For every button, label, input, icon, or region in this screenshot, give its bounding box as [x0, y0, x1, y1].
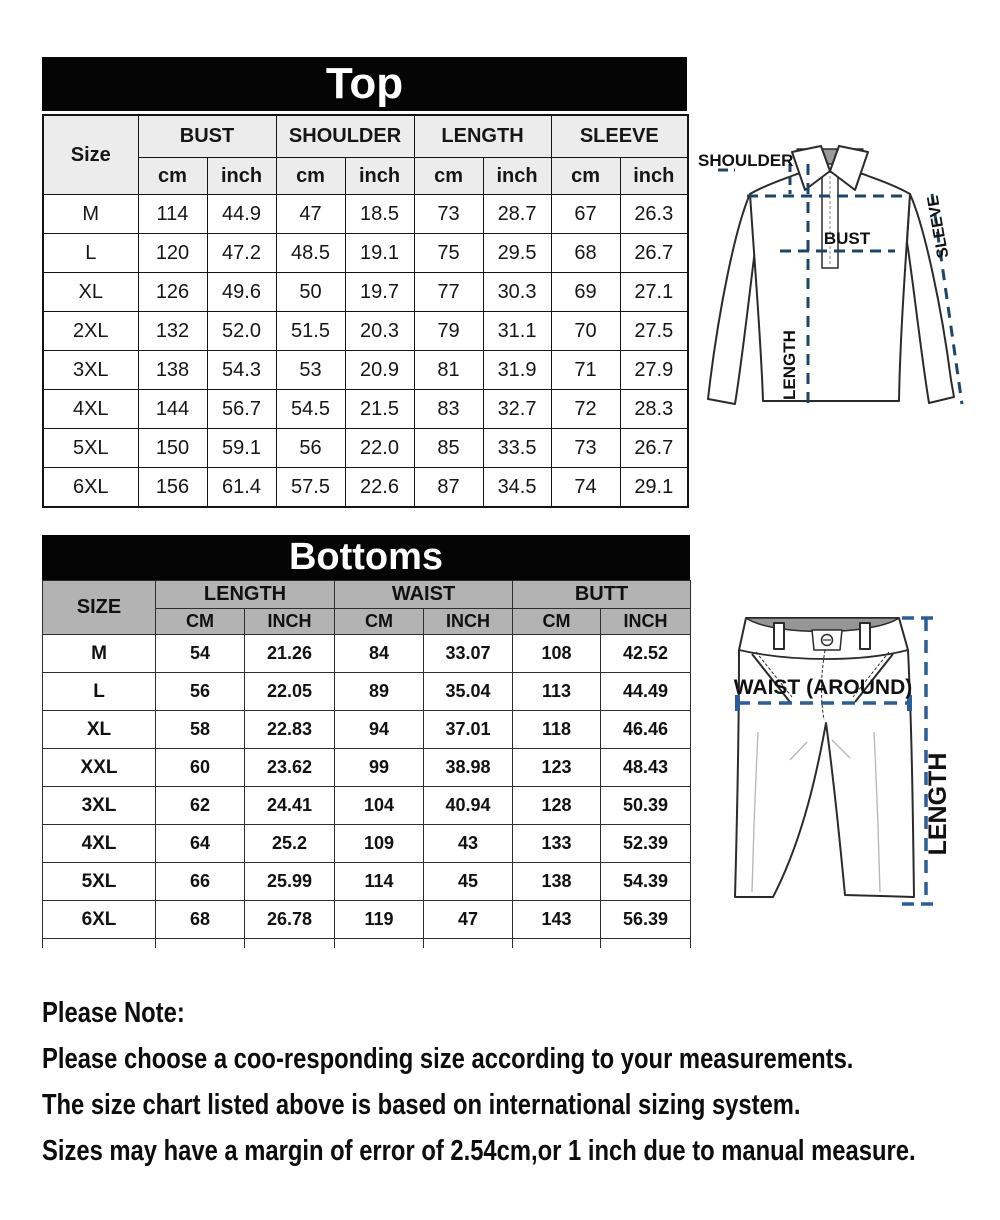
- measurement-cell: 31.1: [483, 312, 551, 351]
- measurement-cell: 120: [138, 234, 207, 273]
- top-group-bust: BUST: [138, 115, 276, 158]
- measurement-cell: 49.6: [207, 273, 276, 312]
- size-cell: 3XL: [43, 787, 156, 825]
- measurement-cell: 52.0: [207, 312, 276, 351]
- measurement-cell: 38.98: [424, 749, 513, 787]
- table-row: [43, 787, 691, 825]
- measurement-cell: 33.07: [424, 635, 513, 673]
- measurement-cell: 57.5: [276, 468, 345, 508]
- measurement-cell: 56: [156, 673, 245, 711]
- measurement-cell: 34.5: [483, 468, 551, 508]
- measurement-cell: 84: [335, 635, 424, 673]
- measurement-cell: 50: [276, 273, 345, 312]
- measurement-cell: 54.3: [207, 351, 276, 390]
- measurement-cell: 85: [414, 429, 483, 468]
- measurement-cell: 21.5: [345, 390, 414, 429]
- size-cell: M: [43, 635, 156, 673]
- table-row: [43, 273, 688, 312]
- measurement-cell: 75: [414, 234, 483, 273]
- measurement-cell: 94: [335, 711, 424, 749]
- measurement-cell: 46.46: [601, 711, 691, 749]
- measurement-cell: 74: [551, 468, 620, 508]
- unit-cm: cm: [276, 158, 345, 195]
- unit-inch: INCH: [601, 609, 691, 635]
- measurement-cell: 54: [156, 635, 245, 673]
- measurement-cell: 133: [513, 825, 601, 863]
- measurement-cell: 35.04: [424, 673, 513, 711]
- measurement-cell: 21.26: [245, 635, 335, 673]
- measurement-cell: 138: [513, 863, 601, 901]
- measurement-cell: 44.49: [601, 673, 691, 711]
- unit-cm: CM: [335, 609, 424, 635]
- top-size-chart: [42, 57, 687, 508]
- measurement-cell: 150: [138, 429, 207, 468]
- note-line-2: The size chart listed above is based on international sizing system.: [42, 1089, 801, 1121]
- measurement-cell: 30.3: [483, 273, 551, 312]
- unit-cm: CM: [156, 609, 245, 635]
- measurement-cell: 29.5: [483, 234, 551, 273]
- measurement-cell: 19.1: [345, 234, 414, 273]
- unit-inch: INCH: [424, 609, 513, 635]
- measurement-cell: 71: [551, 351, 620, 390]
- measurement-cell: 44.9: [207, 195, 276, 234]
- notes-heading: Please Note:: [42, 997, 185, 1029]
- measurement-cell: 37.01: [424, 711, 513, 749]
- bottoms-group-waist: WAIST: [335, 581, 513, 609]
- measurement-cell: 23.62: [245, 749, 335, 787]
- measurement-cell: 73: [414, 195, 483, 234]
- measurement-cell: 45: [424, 863, 513, 901]
- measurement-cell: 132: [138, 312, 207, 351]
- size-cell: 5XL: [43, 429, 138, 468]
- size-cell: 2XL: [43, 312, 138, 351]
- measurement-cell: 70: [551, 312, 620, 351]
- size-cell: XL: [43, 711, 156, 749]
- size-cell: L: [43, 234, 138, 273]
- measurement-cell: 22.0: [345, 429, 414, 468]
- measurement-cell: 123: [513, 749, 601, 787]
- sleeve-label: SLEEVE: [924, 194, 953, 260]
- table-row: [43, 390, 688, 429]
- measurement-cell: 43: [424, 825, 513, 863]
- measurement-cell: 27.9: [620, 351, 688, 390]
- top-group-shoulder: SHOULDER: [276, 115, 414, 158]
- measurement-cell: 108: [513, 635, 601, 673]
- measurement-cell: 27.5: [620, 312, 688, 351]
- measurement-cell: 83: [414, 390, 483, 429]
- size-cell: L: [43, 673, 156, 711]
- table-row: [43, 863, 691, 901]
- measurement-cell: 144: [138, 390, 207, 429]
- measurement-cell: 87: [414, 468, 483, 508]
- measurement-cell: 60: [156, 749, 245, 787]
- shoulder-label: SHOULDER: [698, 151, 794, 170]
- measurement-cell: 156: [138, 468, 207, 508]
- size-cell: 6XL: [43, 468, 138, 508]
- top-table-title: Top: [42, 57, 687, 111]
- measurement-cell: 25.2: [245, 825, 335, 863]
- measurement-cell: 138: [138, 351, 207, 390]
- table-row: [43, 429, 688, 468]
- measurement-cell: 67: [551, 195, 620, 234]
- measurement-cell: 48.43: [601, 749, 691, 787]
- unit-inch: inch: [620, 158, 688, 195]
- measurement-cell: 69: [551, 273, 620, 312]
- unit-cm: cm: [551, 158, 620, 195]
- measurement-cell: 54.39: [601, 863, 691, 901]
- bottoms-size-chart: [42, 535, 690, 948]
- cutoff-row: [43, 939, 691, 949]
- measurement-cell: 119: [335, 901, 424, 939]
- measurement-cell: 109: [335, 825, 424, 863]
- measurement-cell: 42.52: [601, 635, 691, 673]
- bottoms-group-length: LENGTH: [156, 581, 335, 609]
- measurement-cell: 40.94: [424, 787, 513, 825]
- measurement-cell: 51.5: [276, 312, 345, 351]
- note-line-3: Sizes may have a margin of error of 2.54cm,or 1 inch due to manual measure.: [42, 1135, 916, 1167]
- measurement-cell: 113: [513, 673, 601, 711]
- measurement-cell: 56: [276, 429, 345, 468]
- measurement-cell: 53: [276, 351, 345, 390]
- measurement-cell: 56.7: [207, 390, 276, 429]
- top-group-length: LENGTH: [414, 115, 551, 158]
- size-cell: 4XL: [43, 825, 156, 863]
- top-group-sleeve: SLEEVE: [551, 115, 688, 158]
- measurement-cell: 22.83: [245, 711, 335, 749]
- measurement-cell: 52.39: [601, 825, 691, 863]
- measurement-cell: 64: [156, 825, 245, 863]
- measurement-cell: 143: [513, 901, 601, 939]
- size-cell: 6XL: [43, 901, 156, 939]
- measurement-cell: 79: [414, 312, 483, 351]
- measurement-cell: 99: [335, 749, 424, 787]
- measurement-cell: 59.1: [207, 429, 276, 468]
- measurement-cell: 126: [138, 273, 207, 312]
- measurement-cell: 25.99: [245, 863, 335, 901]
- measurement-cell: 27.1: [620, 273, 688, 312]
- unit-inch: INCH: [245, 609, 335, 635]
- table-row: [43, 351, 688, 390]
- measurement-cell: 22.05: [245, 673, 335, 711]
- measurement-cell: 24.41: [245, 787, 335, 825]
- shorts-outline: [735, 618, 914, 897]
- measurement-cell: 54.5: [276, 390, 345, 429]
- size-cell: XXL: [43, 749, 156, 787]
- measurement-cell: 47: [424, 901, 513, 939]
- unit-inch: inch: [483, 158, 551, 195]
- measurement-cell: 28.3: [620, 390, 688, 429]
- measurement-cell: 22.6: [345, 468, 414, 508]
- measurement-cell: 89: [335, 673, 424, 711]
- bottoms-table-title: Bottoms: [42, 535, 690, 580]
- measurement-cell: 29.1: [620, 468, 688, 508]
- measurement-cell: 26.78: [245, 901, 335, 939]
- measurement-cell: 128: [513, 787, 601, 825]
- measurement-cell: 114: [138, 195, 207, 234]
- table-row: [43, 234, 688, 273]
- table-row: [43, 711, 691, 749]
- measurement-cell: 68: [156, 901, 245, 939]
- size-cell: M: [43, 195, 138, 234]
- unit-cm: cm: [414, 158, 483, 195]
- table-row: [43, 312, 688, 351]
- measurement-cell: 81: [414, 351, 483, 390]
- measurement-cell: 31.9: [483, 351, 551, 390]
- table-row: [43, 749, 691, 787]
- size-cell: XL: [43, 273, 138, 312]
- table-row: [43, 468, 688, 508]
- measurement-cell: 32.7: [483, 390, 551, 429]
- table-row: [43, 635, 691, 673]
- table-row: [43, 901, 691, 939]
- bottoms-group-butt: BUTT: [513, 581, 691, 609]
- table-row: [43, 673, 691, 711]
- unit-cm: CM: [513, 609, 601, 635]
- measurement-cell: 47: [276, 195, 345, 234]
- note-line-1: Please choose a coo-responding size according to your measurements.: [42, 1043, 854, 1075]
- measurement-cell: 73: [551, 429, 620, 468]
- size-cell: 4XL: [43, 390, 138, 429]
- top-size-header: Size: [43, 115, 138, 195]
- length-label: LENGTH: [780, 330, 799, 400]
- measurement-cell: 56.39: [601, 901, 691, 939]
- measurement-cell: 26.7: [620, 234, 688, 273]
- bottoms-table: [42, 580, 691, 948]
- measurement-cell: 19.7: [345, 273, 414, 312]
- measurement-cell: 104: [335, 787, 424, 825]
- measurement-cell: 58: [156, 711, 245, 749]
- table-row: [43, 195, 688, 234]
- shirt-outline: [708, 146, 954, 404]
- measurement-cell: 47.2: [207, 234, 276, 273]
- measurement-cell: 72: [551, 390, 620, 429]
- measurement-cell: 26.7: [620, 429, 688, 468]
- length-label: LENGTH: [924, 752, 952, 856]
- measurement-cell: 18.5: [345, 195, 414, 234]
- measurement-cell: 50.39: [601, 787, 691, 825]
- measurement-cell: 62: [156, 787, 245, 825]
- measurement-cell: 20.9: [345, 351, 414, 390]
- measurement-cell: 28.7: [483, 195, 551, 234]
- shirt-measurement-diagram: [695, 120, 1000, 442]
- measurement-cell: 68: [551, 234, 620, 273]
- measurement-cell: 26.3: [620, 195, 688, 234]
- unit-inch: inch: [345, 158, 414, 195]
- size-cell: 5XL: [43, 863, 156, 901]
- bust-label: BUST: [823, 229, 871, 248]
- measurement-cell: 61.4: [207, 468, 276, 508]
- bottoms-size-header: SIZE: [43, 581, 156, 635]
- table-row: [43, 825, 691, 863]
- waist-label: WAIST (AROUND): [733, 676, 913, 699]
- measurement-cell: 20.3: [345, 312, 414, 351]
- measurement-cell: 48.5: [276, 234, 345, 273]
- measurement-cell: 114: [335, 863, 424, 901]
- unit-inch: inch: [207, 158, 276, 195]
- unit-cm: cm: [138, 158, 207, 195]
- shorts-measurement-diagram: [712, 592, 997, 937]
- measurement-cell: 77: [414, 273, 483, 312]
- measurement-cell: 33.5: [483, 429, 551, 468]
- notes-section: [42, 990, 1000, 1174]
- measurement-cell: 118: [513, 711, 601, 749]
- top-table: [42, 114, 689, 508]
- measurement-cell: 66: [156, 863, 245, 901]
- size-cell: 3XL: [43, 351, 138, 390]
